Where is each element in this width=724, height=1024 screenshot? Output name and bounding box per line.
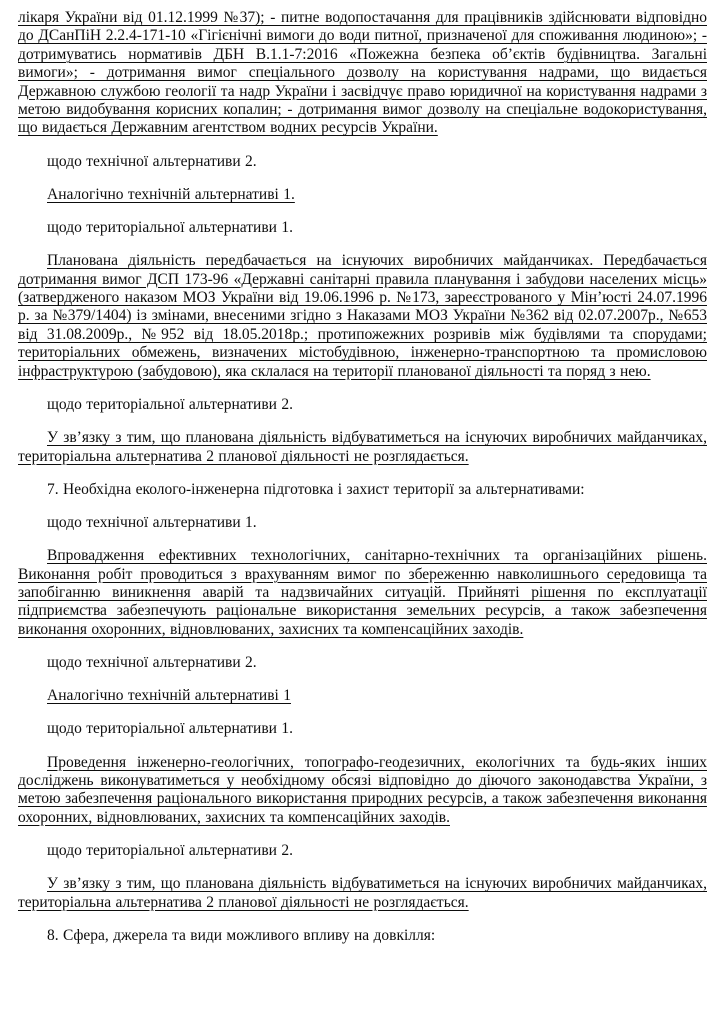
line-technical-alternative-1: щодо технічної альтернативи 1. — [47, 513, 257, 531]
paragraph-territorial-alt-2-not-considered-b: У зв’язку з тим, що планована діяльність відбуватиметься на існуючих виробничих майданчиках, територіальна альтернатива 2 планової діяльності не розглядається. — [18, 875, 707, 911]
heading-section-7: 7. Необхідна еколого-інженерна підготовка і захист території за альтернативами: — [47, 480, 585, 498]
line-technical-alternative-2: щодо технічної альтернативи 2. — [47, 152, 257, 170]
line-technical-alternative-2b: щодо технічної альтернативи 2. — [47, 653, 257, 671]
paragraph-planned-activity-sites: Планована діяльність передбачається на існуючих виробничих майданчиках. Передбачається дотримання вимог ДСП 173-96 «Державні санітарні правила планування і забудови населених місць» (затвердженого наказом МОЗ України від 19.06.1996 р. №173, зареєстрованого у Мін’юсті 24.07.1996 р. за №379/1404) із змінами, внесеними згідно з Наказами МОЗ України №362 від 02.07.2007р., №653 від 31.08.2009р., №952 від 18.05.2018р.; протипожежних розривів між будівлями та спорудами; територіальних обмежень, визначених містобудівною, інженерно-транспортною та промисловою інфраструктурою (забудовою), яка склалася на території планованої діяльності та поряд з нею. — [18, 252, 707, 380]
heading-section-8: 8. Сфера, джерела та види можливого впливу на довкілля: — [47, 926, 436, 944]
paragraph-requirements-continuation: лікаря України від 01.12.1999 №37); - питне водопостачання для працівників здійснювати відповідно до ДСанПіН 2.2.4-171-10 «Гігієнічні вимоги до води питної, призначеної для споживання людиною»; - дотримуватись нормативів ДБН В.1.1-7:2016 «Пожежна безпека об’єктів будівництва. Загальні вимоги»; - дотримання вимог спеціального дозволу на користування надрами, що видається Державною службою геології та надр України і засвідчує право юридичної на користування надрами з метою видобування корисних копалин; - дотримання вимог дозволу на спеціальне водокористування, що видається Державним агентством водних ресурсів України. — [18, 9, 707, 137]
line-territorial-alternative-1: щодо територіальної альтернативи 1. — [47, 219, 293, 237]
line-territorial-alternative-2b: щодо територіальної альтернативи 2. — [47, 841, 293, 859]
line-territorial-alternative-2: щодо територіальної альтернативи 2. — [47, 395, 293, 413]
paragraph-effective-technologies: Впровадження ефективних технологічних, санітарно-технічних та організаційних рішень. Виконання робіт проводиться з врахуванням вимог по збереженню навколишнього середовища та запобіганню виникнення аварій та надзвичайних ситуацій. Прийняті рішення по експлуатації підприємства забезпечують раціональне використання земельних ресурсів, а також забезпечення виконання охоронних, відновлюваних, захисних та компенсаційних заходів. — [18, 547, 707, 638]
paragraph-analogous-technical-alt-1b: Аналогічно технічній альтернативі 1 — [47, 687, 291, 705]
paragraph-analogous-technical-alt-1: Аналогічно технічній альтернативі 1. — [47, 185, 295, 203]
paragraph-surveys: Проведення інженерно-геологічних, топографо-геодезичних, екологічних та будь-яких інших досліджень виконуватиметься у необхідному обсязі відповідно до діючого законодавства України, з метою забезпечення раціонального використання природних ресурсів, а також забезпечення виконання охоронних, відновлюваних, захисних та компенсаційних заходів. — [18, 753, 707, 826]
paragraph-territorial-alt-2-not-considered: У зв’язку з тим, що планована діяльність відбуватиметься на існуючих виробничих майданчиках, територіальна альтернатива 2 планової діяльності не розглядається. — [18, 429, 707, 465]
line-territorial-alternative-1b: щодо територіальної альтернативи 1. — [47, 720, 293, 738]
